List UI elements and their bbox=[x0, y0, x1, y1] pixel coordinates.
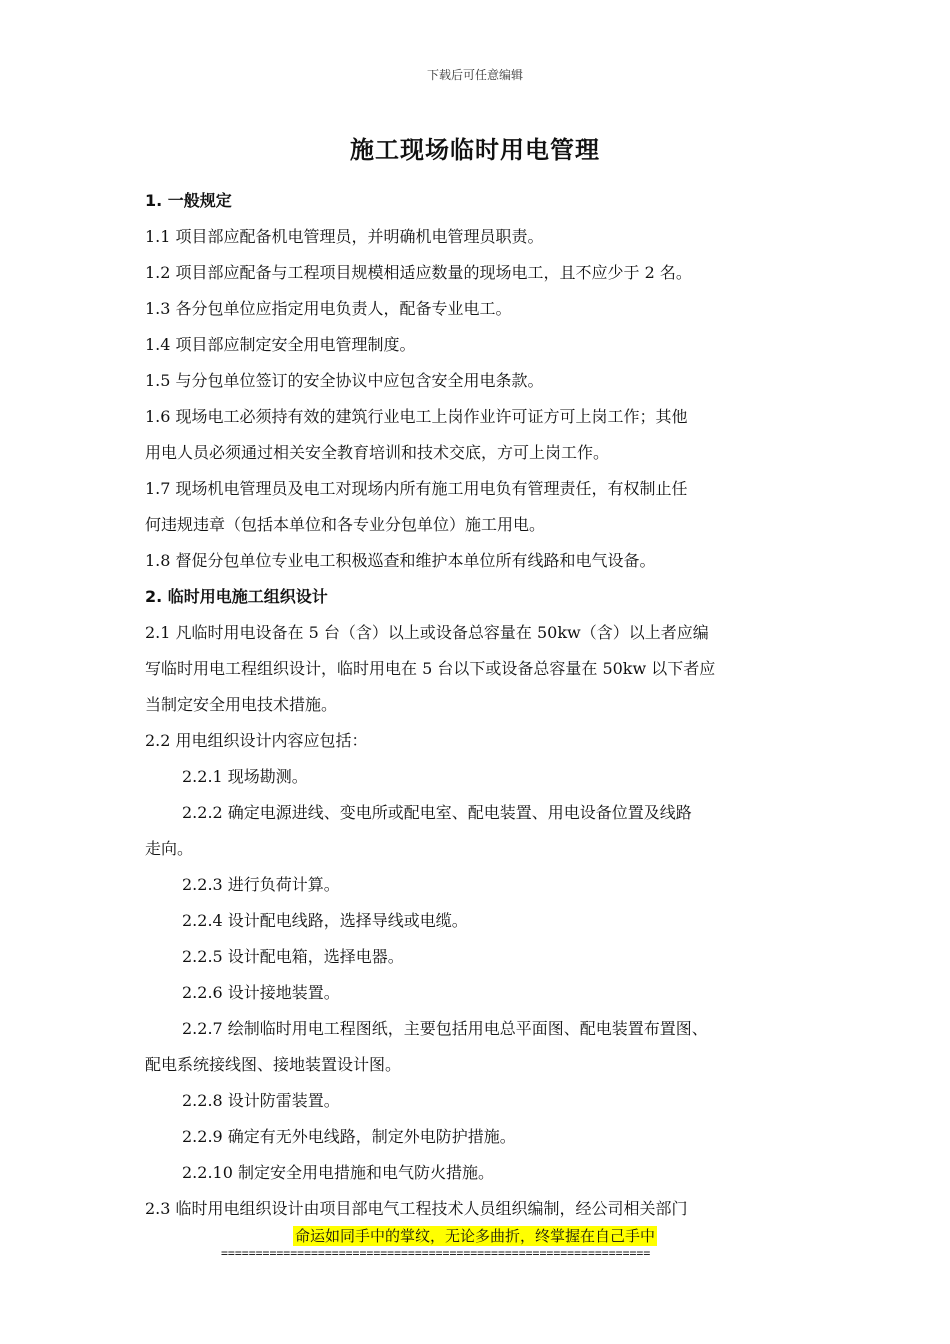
body-line: 1.4 项目部应制定安全用电管理制度。 bbox=[145, 335, 416, 354]
body-line: 用电人员必须通过相关安全教育培训和技术交底，方可上岗工作。 bbox=[145, 443, 610, 462]
body-line: 1.1 项目部应配备机电管理员，并明确机电管理员职责。 bbox=[145, 227, 544, 246]
body-line: 2.2 用电组织设计内容应包括： bbox=[145, 731, 368, 750]
body-line: 2.2.10 制定安全用电措施和电气防火措施。 bbox=[182, 1163, 494, 1182]
body-line: 2.2.2 确定电源进线、变电所或配电室、配电装置、用电设备位置及线路 bbox=[182, 803, 692, 822]
document-body bbox=[145, 183, 825, 1227]
footer bbox=[0, 1226, 950, 1246]
body-line: 当制定安全用电技术措施。 bbox=[145, 695, 338, 714]
body-line: 1.3 各分包单位应指定用电负责人，配备专业电工。 bbox=[145, 299, 512, 318]
footer-rule: ============================================================== bbox=[221, 1246, 651, 1260]
body-line: 2.2.8 设计防雷装置。 bbox=[182, 1091, 340, 1110]
body-line: 2.2.9 确定有无外电线路，制定外电防护措施。 bbox=[182, 1127, 516, 1146]
body-line: 1.2 项目部应配备与工程项目规模相适应数量的现场电工，且不应少于 2 名。 bbox=[145, 263, 692, 282]
body-line: 配电系统接线图、接地装置设计图。 bbox=[145, 1055, 402, 1074]
footer-slogan: 命运如同手中的掌纹，无论多曲折，终掌握在自己手中 bbox=[294, 1227, 655, 1245]
body-line: 2.1 凡临时用电设备在 5 台（含）以上或设备总容量在 50kw（含）以上者应编 bbox=[145, 623, 709, 642]
body-line: 写临时用电工程组织设计，临时用电在 5 台以下或设备总容量在 50kw 以下者应 bbox=[145, 659, 716, 678]
body-line: 2.2.5 设计配电箱，选择电器。 bbox=[182, 947, 404, 966]
body-line: 1.6 现场电工必须持有效的建筑行业电工上岗作业许可证方可上岗工作；其他 bbox=[145, 407, 688, 426]
body-line: 何违规违章（包括本单位和各专业分包单位）施工用电。 bbox=[145, 515, 546, 534]
body-line: 2.2.1 现场勘测。 bbox=[182, 767, 308, 786]
header-note: 下载后可任意编辑 bbox=[426, 68, 523, 82]
body-line: 2.2.6 设计接地装置。 bbox=[182, 983, 340, 1002]
body-line: 2.3 临时用电组织设计由项目部电气工程技术人员组织编制，经公司相关部门 bbox=[145, 1199, 688, 1218]
section-heading: 2. 临时用电施工组织设计 bbox=[145, 587, 328, 606]
body-line: 走向。 bbox=[145, 839, 194, 858]
body-line: 1.8 督促分包单位专业电工积极巡查和维护本单位所有线路和电气设备。 bbox=[145, 551, 656, 570]
body-line: 1.5 与分包单位签订的安全协议中应包含安全用电条款。 bbox=[145, 371, 544, 390]
body-line: 2.2.4 设计配电线路，选择导线或电缆。 bbox=[182, 911, 468, 930]
document-title: 施工现场临时用电管理 bbox=[350, 136, 600, 164]
section-heading: 1. 一般规定 bbox=[145, 191, 232, 210]
body-line: 2.2.7 绘制临时用电工程图纸，主要包括用电总平面图、配电装置布置图、 bbox=[182, 1019, 708, 1038]
body-line: 1.7 现场机电管理员及电工对现场内所有施工用电负有管理责任，有权制止任 bbox=[145, 479, 688, 498]
body-line: 2.2.3 进行负荷计算。 bbox=[182, 875, 340, 894]
